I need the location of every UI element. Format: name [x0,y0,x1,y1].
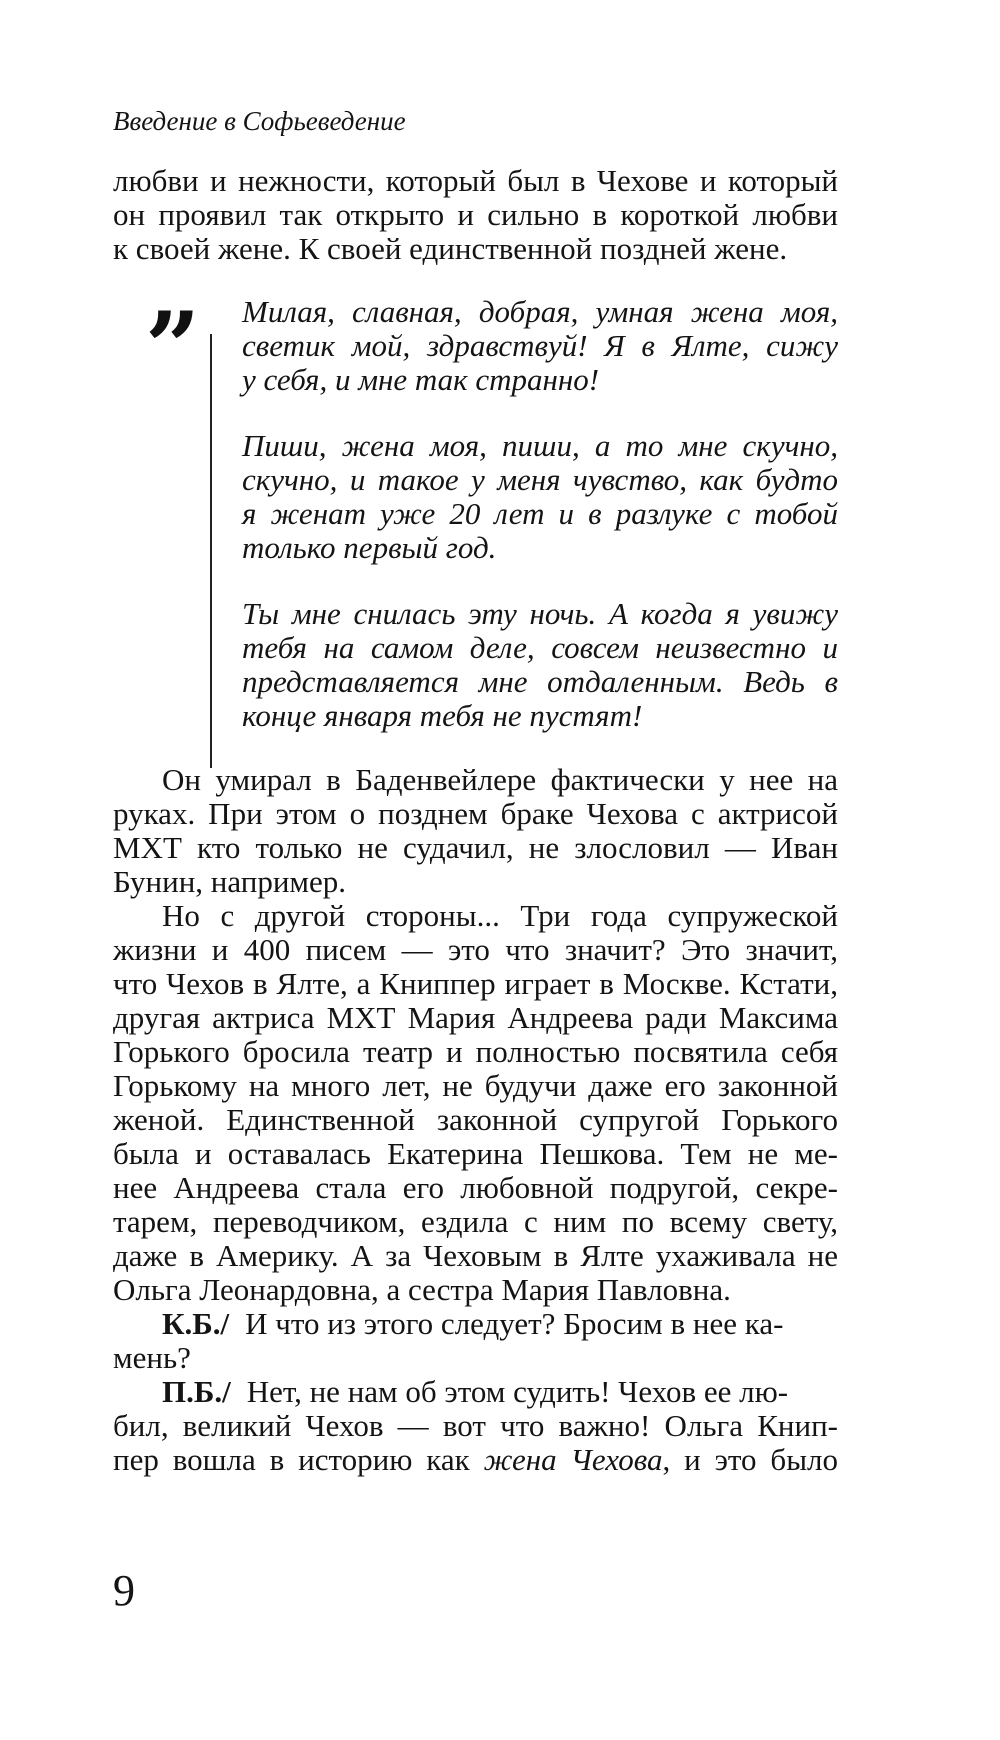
quote-line: у себя, и мне так странно! [242,362,600,397]
dialogue-pb-line [162,1374,838,1410]
body-line: бил, великий Чехов — вот что важно! Ольга Книп- [113,1408,838,1443]
body-line: тарем, переводчиком, ездила с ним по всему свету, [113,1204,838,1239]
body-line: Ольга Леонардовна, а сестра Мария Павловна. [113,1272,731,1307]
text-run: , и это было [662,1442,838,1477]
body-line: что Чехов в Ялте, а Книппер играет в Москве. Кстати, [113,966,838,1001]
body-line: женой. Единственной законной супругой Горького [113,1102,838,1137]
intro-line: он проявил так открыто и сильно в короткой любви [113,197,838,232]
quote-line: я женат уже 20 лет и в разлуке с тобой [242,496,838,531]
dialogue-pb-text: Нет, не нам об этом судить! Чехов ее лю- [246,1374,789,1409]
quote-line: представляется мне отдаленным. Ведь в [242,664,838,699]
body-line: нее Андреева стала его любовной подругой, секре- [113,1170,838,1205]
emphasis-text: жена Чехова [483,1442,663,1477]
body-line [113,1442,838,1478]
speaker-kb: К.Б./ [162,1306,230,1341]
quote-line: только первый год. [242,530,497,565]
quote-line: Ты мне снилась эту ночь. А когда я увижу [242,596,838,631]
dialogue-kb-text: И что из этого следует? Бросим в нее ка- [245,1306,784,1341]
page-number: 9 [113,1566,135,1615]
quote-line: скучно, и такое у меня чувство, как будто [242,462,838,497]
quote-line: Милая, славная, добрая, умная жена моя, [242,294,838,329]
intro-line: к своей жене. К своей единственной поздней жене. [113,231,788,266]
body-line: другая актриса МХТ Мария Андреева ради Максима [113,1000,838,1035]
body-line: Но с другой стороны... Три года супружеской [162,898,838,933]
intro-line: любви и нежности, который был в Чехове и который [113,163,838,198]
quote-line: конце января тебя не пустят! [242,698,643,733]
body-line: Он умирал в Баденвейлере фактически у нее на [162,762,838,797]
body-line: МХТ кто только не судачил, не злословил — Иван [113,830,838,865]
quote-line: светик мой, здравствуй! Я в Ялте, сижу [242,328,838,363]
quote-rule [210,334,212,768]
quote-line: тебя на самом деле, совсем неизвестно и [242,630,838,665]
running-header: Введение в Софьеведение [113,106,406,136]
body-line: даже в Америку. А за Чеховым в Ялте ухаживала не [113,1238,838,1273]
body-line: Горькому на много лет, не будучи даже его законной [113,1068,838,1103]
text-run: пер вошла в историю как [113,1442,484,1477]
body-line: мень? [113,1340,191,1375]
quote-line: Пиши, жена моя, пиши, а то мне скучно, [242,428,838,463]
body-line: руках. При этом о позднем браке Чехова с актрисой [113,796,838,831]
body-line: была и оставалась Екатерина Пешкова. Тем не ме- [113,1136,838,1171]
speaker-pb: П.Б./ [162,1374,231,1409]
dialogue-kb-line [162,1306,838,1342]
body-line: жизни и 400 писем — это что значит? Это значит, [113,932,838,967]
body-line: Бунин, например. [113,864,347,899]
body-line: Горького бросила театр и полностью посвятила себя [113,1034,838,1069]
quote-mark-icon: ” [145,291,201,404]
